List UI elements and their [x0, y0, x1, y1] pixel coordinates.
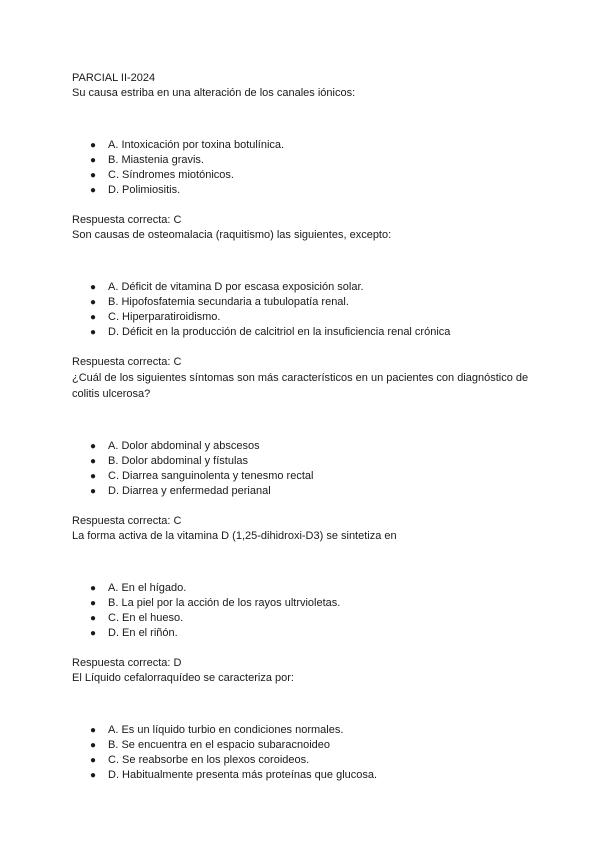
- option-text: B. Hipofosfatemia secundaria a tubulopatía renal.: [108, 296, 349, 308]
- bullet-icon: ●: [90, 471, 97, 482]
- bullet-icon: ●: [90, 140, 97, 151]
- option-c: [72, 753, 532, 768]
- option-text: C. Hiperparatiroidismo.: [108, 311, 221, 323]
- bullet-icon: ●: [90, 312, 97, 323]
- option-b: [72, 596, 532, 611]
- option-text: C. Se reabsorbe en los plexos coroideos.: [108, 754, 310, 766]
- question-4: [72, 529, 532, 671]
- option-d: [72, 183, 532, 198]
- option-text: B. Se encuentra en el espacio subaracnoideo: [108, 739, 330, 751]
- option-text: D. Diarrea y enfermedad perianal: [108, 485, 271, 497]
- options-list: [72, 138, 532, 198]
- option-text: C. En el hueso.: [108, 612, 184, 624]
- document-page: [72, 71, 532, 783]
- option-a: [72, 138, 532, 153]
- question-text: Su causa estriba en una alteración de los canales iónicos:: [72, 87, 356, 99]
- option-text: D. Déficit en la producción de calcitriol en la insuficiencia renal crónica: [108, 326, 451, 338]
- option-b: [72, 454, 532, 469]
- document-title: PARCIAL II-2024: [72, 72, 156, 84]
- option-text: B. La piel por la acción de los rayos ultrvioletas.: [108, 597, 341, 609]
- option-d: [72, 626, 532, 641]
- bullet-icon: ●: [90, 628, 97, 639]
- option-a: [72, 581, 532, 596]
- question-text: El Líquido cefalorraquídeo se caracteriza por:: [72, 672, 294, 684]
- option-text: A. Dolor abdominal y abscesos: [108, 440, 260, 452]
- bullet-icon: ●: [90, 185, 97, 196]
- option-text: C. Síndromes miotónicos.: [108, 169, 234, 181]
- options-list: [72, 439, 532, 499]
- bullet-icon: ●: [90, 456, 97, 467]
- option-a: [72, 439, 532, 454]
- bullet-icon: ●: [90, 297, 97, 308]
- option-text: B. Miastenia gravis.: [108, 154, 204, 166]
- question-2: [72, 228, 532, 370]
- option-a: [72, 723, 532, 738]
- option-d: [72, 325, 532, 340]
- bullet-icon: ●: [90, 725, 97, 736]
- option-text: C. Diarrea sanguinolenta y tenesmo rectal: [108, 470, 314, 482]
- correct-answer: Respuesta correcta: C: [72, 356, 182, 368]
- option-text: D. Habitualmente presenta más proteínas que glucosa.: [108, 769, 378, 781]
- option-b: [72, 295, 532, 310]
- correct-answer: Respuesta correcta: C: [72, 515, 182, 527]
- question-1: [72, 86, 532, 228]
- question-text: La forma activa de la vitamina D (1,25-dihidroxi-D3) se sintetiza en: [72, 530, 397, 542]
- bullet-icon: ●: [90, 486, 97, 497]
- option-text: D. En el riñón.: [108, 627, 178, 639]
- options-list: [72, 581, 532, 641]
- options-list: [72, 723, 532, 783]
- bullet-icon: ●: [90, 170, 97, 181]
- question-3: [72, 370, 532, 529]
- bullet-icon: ●: [90, 155, 97, 166]
- option-d: [72, 768, 532, 783]
- bullet-icon: ●: [90, 755, 97, 766]
- option-d: [72, 484, 532, 499]
- option-c: [72, 310, 532, 325]
- option-text: D. Polimiositis.: [108, 184, 181, 196]
- option-c: [72, 469, 532, 484]
- option-b: [72, 153, 532, 168]
- question-5: [72, 671, 532, 783]
- correct-answer: Respuesta correcta: D: [72, 657, 182, 669]
- option-c: [72, 168, 532, 183]
- bullet-icon: ●: [90, 583, 97, 594]
- bullet-icon: ●: [90, 598, 97, 609]
- bullet-icon: ●: [90, 282, 97, 293]
- question-text: Son causas de osteomalacia (raquitismo) las siguientes, excepto:: [72, 229, 392, 241]
- option-b: [72, 738, 532, 753]
- option-a: [72, 280, 532, 295]
- bullet-icon: ●: [90, 441, 97, 452]
- option-text: A. Intoxicación por toxina botulínica.: [108, 139, 285, 151]
- bullet-icon: ●: [90, 770, 97, 781]
- option-text: A. Déficit de vitamina D por escasa exposición solar.: [108, 281, 364, 293]
- option-text: A. Es un líquido turbio en condiciones normales.: [108, 724, 344, 736]
- correct-answer: Respuesta correcta: C: [72, 214, 182, 226]
- option-c: [72, 611, 532, 626]
- option-text: B. Dolor abdominal y fístulas: [108, 455, 249, 467]
- option-text: A. En el hígado.: [108, 582, 187, 594]
- bullet-icon: ●: [90, 327, 97, 338]
- bullet-icon: ●: [90, 740, 97, 751]
- bullet-icon: ●: [90, 613, 97, 624]
- options-list: [72, 280, 532, 340]
- question-text: ¿Cuál de los siguientes síntomas son más característicos en un pacientes con diagnóstico de colitis ulcerosa?: [72, 372, 529, 400]
